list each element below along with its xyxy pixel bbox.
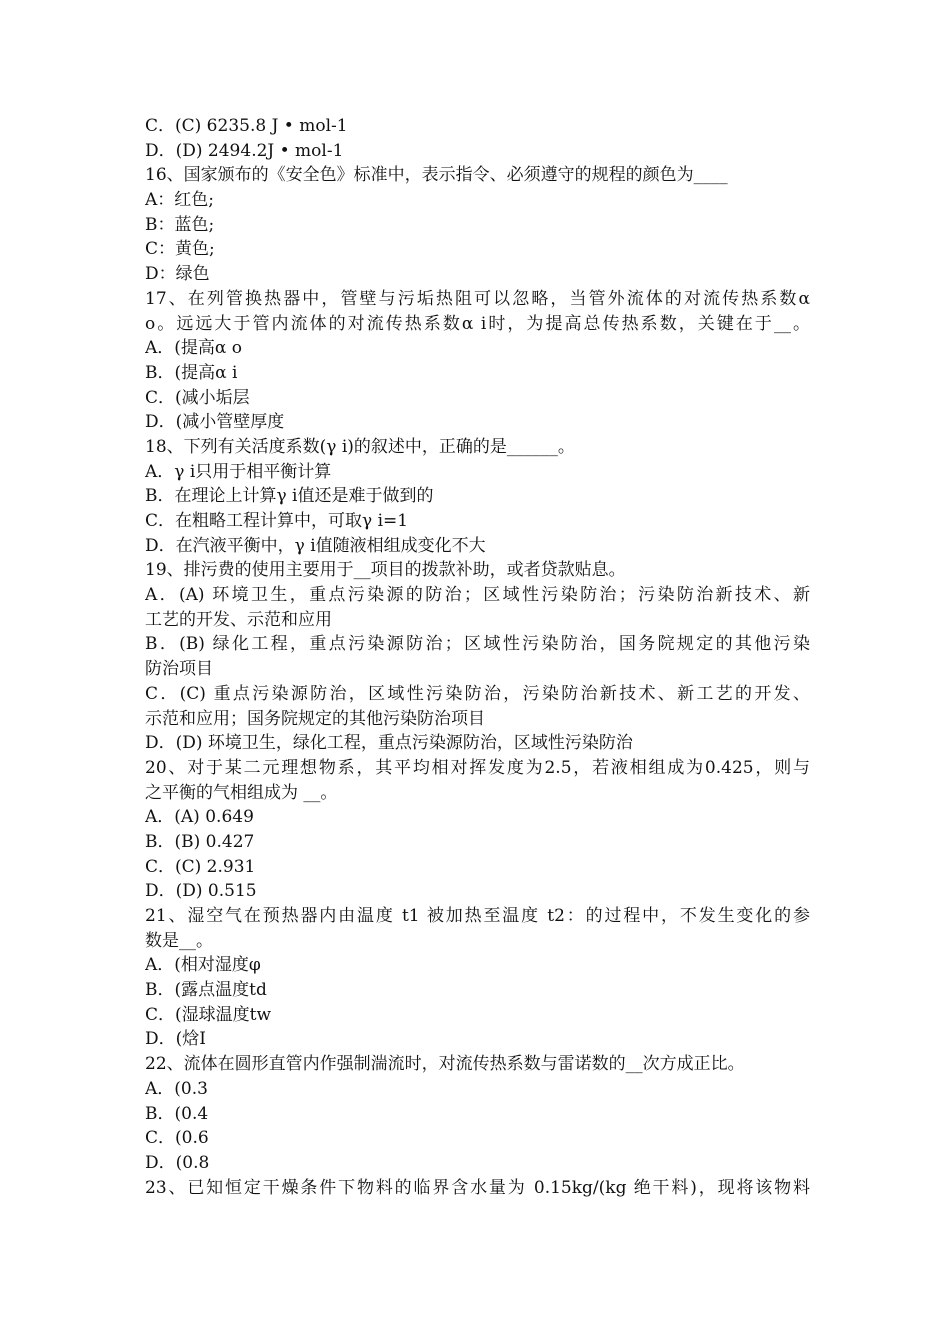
text-line: 22、流体在圆形直管内作强制湍流时，对流传热系数与雷诺数的__次方成正比。 [145,1054,745,1075]
text-line: D：绿色 [145,264,210,285]
text-line: o。远远大于管内流体的对流传热系数α i时，为提高总传热系数，关键在于__。 [145,313,810,334]
text-line: D．(0.8 [145,1152,210,1173]
text-line: D．(减小管壁厚度 [145,412,285,433]
text-line: B．(B) 0.427 [145,831,255,852]
text-line: A．(相对湿度φ [145,955,261,976]
text-line: 17、在列管换热器中，管壁与污垢热阻可以忽略，当管外流体的对流传热系数α [145,288,810,309]
text-line: A．(A) 环境卫生，重点污染源的防治；区域性污染防治；污染防治新技术、新 [145,585,810,606]
text-line: 工艺的开发、示范和应用 [145,609,332,630]
text-line: B．(0.4 [145,1103,209,1124]
document-body [145,114,810,1200]
text-line: 之平衡的气相组成为 __。 [145,782,338,803]
text-line: D．(D) 环境卫生，绿化工程，重点污染源防治，区域性污染防治 [145,733,633,754]
text-line: D．(D) 0.515 [145,881,257,902]
text-line: C．(湿球温度tw [145,1004,272,1025]
text-line: 数是__。 [145,930,213,951]
text-line: C．(C) 重点污染源防治，区域性污染防治，污染防治新技术、新工艺的开发、 [145,683,810,704]
text-line: C．在粗略工程计算中，可取γ i=1 [145,511,409,531]
text-line: D．在汽液平衡中，γ i值随液相组成变化不大 [145,535,486,556]
text-line: A：红色; [145,190,215,211]
text-line: A．γ i只用于相平衡计算 [145,461,332,482]
text-line: C．(C) 6235.8 J • mol-1 [145,116,348,136]
text-line: 防治项目 [145,659,213,680]
text-line: D．(D) 2494.2J • mol-1 [145,140,344,161]
text-line: 21、湿空气在预热器内由温度 t1 被加热至温度 t2：的过程中，不发生变化的参 [145,906,810,926]
text-line: D．(焓I [145,1029,206,1050]
text-line: 19、排污费的使用主要用于__项目的拨款补助，或者贷款贴息。 [145,560,626,581]
text-line: A．(0.3 [145,1078,208,1099]
text-line: B：蓝色; [145,214,215,235]
text-line: 示范和应用；国务院规定的其他污染防治项目 [145,708,485,729]
text-line: 20、对于某二元理想物系，其平均相对挥发度为2.5，若液相组成为0.425，则与 [145,757,810,778]
text-line: C：黄色; [145,239,215,260]
text-line: A．(提高α o [145,338,243,359]
text-line: C．(0.6 [145,1128,209,1149]
text-line: C．(减小垢层 [145,387,250,408]
text-line: 18、下列有关活度系数(γ i)的叙述中，正确的是______。 [145,436,575,457]
text-line: B．(B) 绿化工程，重点污染源防治；区域性污染防治，国务院规定的其他污染 [145,634,810,655]
text-line: A．(A) 0.649 [145,807,254,828]
text-line: B．(露点温度td [145,980,267,1001]
text-line: 23、已知恒定干燥条件下物料的临界含水量为 0.15kg/(kg 绝干料)，现将该物料 [145,1177,810,1198]
text-line: B．在理论上计算γ i值还是难于做到的 [145,486,434,507]
text-line: B．(提高α i [145,362,238,383]
text-line: C．(C) 2.931 [145,856,256,877]
text-line: 16、国家颁布的《安全色》标准中，表示指令、必须遵守的规程的颜色为____ [145,165,728,186]
